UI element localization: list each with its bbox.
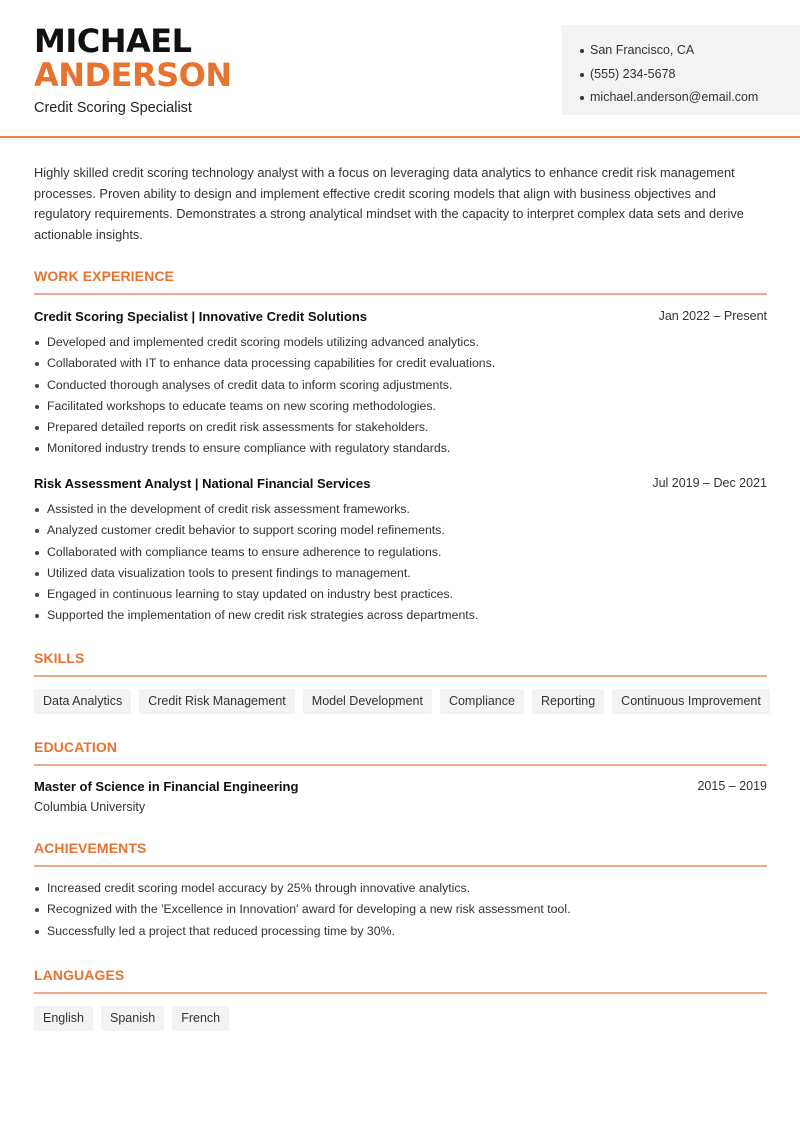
skill-tag: Reporting	[532, 689, 604, 714]
contact-list	[580, 39, 800, 110]
education-header	[34, 779, 767, 794]
list-item: Engaged in continuous learning to stay updated on industry best practices.	[34, 584, 478, 605]
skills-tags	[34, 689, 770, 714]
job-header	[34, 476, 767, 491]
section-divider	[34, 293, 767, 295]
list-item: Successfully led a project that reduced processing time by 30%.	[34, 921, 571, 942]
job-title: Risk Assessment Analyst | National Financial Services	[34, 476, 371, 491]
school: Columbia University	[34, 800, 146, 814]
skill-tag: Credit Risk Management	[139, 689, 295, 714]
resume-header	[0, 0, 800, 138]
job-bullets	[34, 332, 495, 460]
skill-tag: Model Development	[303, 689, 432, 714]
list-item: Analyzed customer credit behavior to support scoring model refinements.	[34, 520, 478, 541]
list-item: Assisted in the development of credit risk assessment frameworks.	[34, 499, 478, 520]
skill-tag: Continuous Improvement	[612, 689, 770, 714]
job-dates: Jul 2019 – Dec 2021	[652, 476, 767, 490]
professional-summary: Highly skilled credit scoring technology analyst with a focus on leveraging data analytics to enhance credit risk management processes. Proven ability to design and implement effective credit scoring models that align with business objectives and regulatory requirements. Demonstrates a strong analytical mindset with the capacity to interpret complex data sets and derive actionable insights.	[34, 165, 744, 243]
list-item: Supported the implementation of new credit risk strategies across departments.	[34, 605, 478, 626]
list-item: Developed and implemented credit scoring models utilizing advanced analytics.	[34, 332, 495, 353]
list-item: Prepared detailed reports on credit risk assessments for stakeholders.	[34, 417, 495, 438]
list-item: Monitored industry trends to ensure compliance with regulatory standards.	[34, 438, 495, 459]
section-heading-education: EDUCATION	[34, 739, 118, 755]
achievements-list	[34, 878, 571, 942]
list-item: Collaborated with IT to enhance data processing capabilities for credit evaluations.	[34, 353, 495, 374]
list-item: Utilized data visualization tools to present findings to management.	[34, 563, 478, 584]
candidate-name	[34, 24, 232, 92]
section-heading-languages: LANGUAGES	[34, 967, 125, 983]
language-tag: French	[172, 1006, 229, 1031]
language-tag: English	[34, 1006, 93, 1031]
section-heading-work: WORK EXPERIENCE	[34, 268, 174, 284]
job-title: Credit Scoring Specialist | Innovative Credit Solutions	[34, 309, 368, 324]
language-tag: Spanish	[101, 1006, 164, 1031]
last-name: ANDERSON	[34, 56, 232, 94]
section-heading-achievements: ACHIEVEMENTS	[34, 840, 147, 856]
degree: Master of Science in Financial Engineering	[34, 779, 299, 794]
job-bullets	[34, 499, 478, 627]
skill-tag: Data Analytics	[34, 689, 131, 714]
section-divider	[34, 865, 767, 867]
first-name: MICHAEL	[34, 22, 192, 60]
list-item: Collaborated with compliance teams to ensure adherence to regulations.	[34, 542, 478, 563]
contact-box	[562, 25, 800, 115]
list-item: Recognized with the 'Excellence in Innovation' award for developing a new risk assessment tool.	[34, 899, 571, 920]
job-header	[34, 309, 767, 324]
language-tags	[34, 1006, 229, 1031]
section-divider	[34, 764, 767, 766]
list-item: Facilitated workshops to educate teams on new scoring methodologies.	[34, 396, 495, 417]
contact-location: San Francisco, CA	[580, 39, 800, 63]
job-title-headline: Credit Scoring Specialist	[34, 100, 192, 116]
contact-email[interactable]: michael.anderson@email.com	[580, 86, 800, 110]
section-divider	[34, 675, 767, 677]
job-dates: Jan 2022 – Present	[658, 309, 767, 323]
section-heading-skills: SKILLS	[34, 650, 85, 666]
skill-tag: Compliance	[440, 689, 524, 714]
education-dates: 2015 – 2019	[697, 779, 767, 793]
section-divider	[34, 992, 767, 994]
list-item: Increased credit scoring model accuracy by 25% through innovative analytics.	[34, 878, 571, 899]
contact-phone[interactable]: (555) 234-5678	[580, 63, 800, 87]
list-item: Conducted thorough analyses of credit data to inform scoring adjustments.	[34, 375, 495, 396]
